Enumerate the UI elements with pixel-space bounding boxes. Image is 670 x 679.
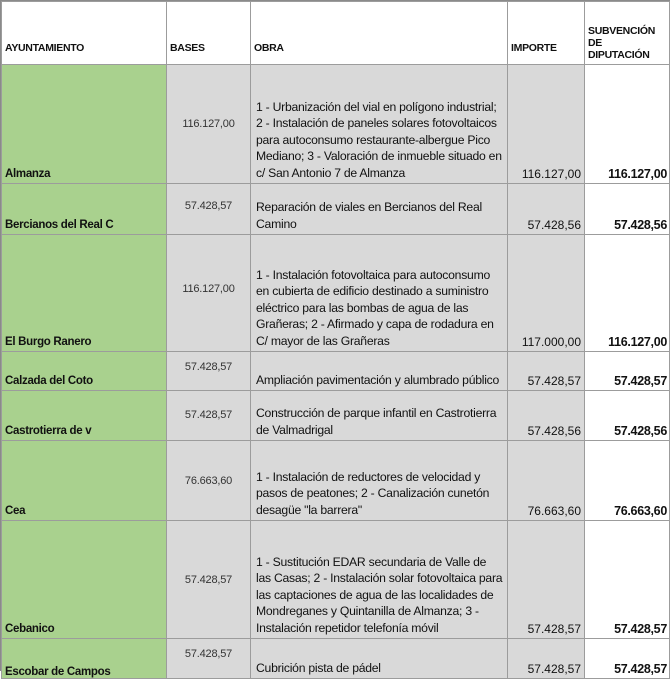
cell-subvencion[interactable]: 57.428,57 [585, 352, 670, 391]
cell-importe[interactable]: 57.428,57 [508, 352, 585, 391]
table-row [2, 441, 670, 521]
cell-bases[interactable]: 57.428,57 [167, 391, 251, 441]
subsidy-table [1, 1, 670, 679]
cell-obra[interactable]: Ampliación pavimentación y alumbrado público [251, 352, 508, 391]
cell-importe[interactable]: 57.428,57 [508, 639, 585, 679]
table-row [2, 639, 670, 679]
cell-bases[interactable]: 116.127,00 [167, 235, 251, 352]
cell-subvencion[interactable]: 116.127,00 [585, 235, 670, 352]
cell-subvencion[interactable]: 57.428,57 [585, 521, 670, 639]
cell-ayuntamiento[interactable]: Cebanico [2, 521, 167, 639]
header-row [2, 2, 670, 65]
header-importe[interactable]: IMPORTE [508, 2, 585, 65]
cell-ayuntamiento[interactable]: El Burgo Ranero [2, 235, 167, 352]
cell-subvencion[interactable]: 57.428,57 [585, 639, 670, 679]
header-ayuntamiento[interactable]: AYUNTAMIENTO [2, 2, 167, 65]
cell-ayuntamiento[interactable]: Cea [2, 441, 167, 521]
cell-subvencion[interactable]: 57.428,56 [585, 184, 670, 235]
cell-obra[interactable]: 1 - Sustitución EDAR secundaria de Valle de las Casas; 2 - Instalación solar fotovoltaica para las captaciones de agua de las localidades de Mondreganes y Quintanilla de Almanza; 3 - Instalación repetidor telefonía móvil [251, 521, 508, 639]
cell-obra[interactable]: Cubrición pista de pádel [251, 639, 508, 679]
header-subvencion[interactable]: SUBVENCIÓN DE DIPUTACIÓN [585, 2, 670, 65]
cell-bases[interactable]: 116.127,00 [167, 65, 251, 184]
cell-obra[interactable]: Reparación de viales en Bercianos del Real Camino [251, 184, 508, 235]
cell-ayuntamiento[interactable]: Bercianos del Real C [2, 184, 167, 235]
table-row [2, 352, 670, 391]
cell-obra[interactable]: 1 - Urbanización del vial en polígono industrial; 2 - Instalación de paneles solares fotovoltaicos para autoconsumo restaurante-albergue Pico Mediano; 3 - Valoración de inmueble situado en c/ San Antonio 7 de Almanza [251, 65, 508, 184]
cell-importe[interactable]: 76.663,60 [508, 441, 585, 521]
cell-importe[interactable]: 117.000,00 [508, 235, 585, 352]
cell-importe[interactable]: 57.428,56 [508, 184, 585, 235]
table-row [2, 235, 670, 352]
cell-bases[interactable]: 57.428,57 [167, 184, 251, 235]
cell-importe[interactable]: 116.127,00 [508, 65, 585, 184]
cell-importe[interactable]: 57.428,56 [508, 391, 585, 441]
table-row [2, 521, 670, 639]
cell-ayuntamiento[interactable]: Calzada del Coto [2, 352, 167, 391]
cell-bases[interactable]: 57.428,57 [167, 639, 251, 679]
table-row [2, 184, 670, 235]
cell-subvencion[interactable]: 76.663,60 [585, 441, 670, 521]
cell-ayuntamiento[interactable]: Escobar de Campos [2, 639, 167, 679]
header-obra[interactable]: OBRA [251, 2, 508, 65]
cell-importe[interactable]: 57.428,57 [508, 521, 585, 639]
table-row [2, 391, 670, 441]
cell-obra[interactable]: 1 - Instalación de reductores de velocidad y pasos de peatones; 2 - Canalización cunetón desagüe "la barrera" [251, 441, 508, 521]
cell-obra[interactable]: Construcción de parque infantil en Castrotierra de Valmadrigal [251, 391, 508, 441]
table-row [2, 65, 670, 184]
cell-ayuntamiento[interactable]: Castrotierra de v [2, 391, 167, 441]
cell-subvencion[interactable]: 116.127,00 [585, 65, 670, 184]
cell-bases[interactable]: 57.428,57 [167, 352, 251, 391]
header-bases[interactable]: BASES [167, 2, 251, 65]
cell-ayuntamiento[interactable]: Almanza [2, 65, 167, 184]
cell-subvencion[interactable]: 57.428,56 [585, 391, 670, 441]
cell-bases[interactable]: 57.428,57 [167, 521, 251, 639]
cell-obra[interactable]: 1 - Instalación fotovoltaica para autoconsumo en cubierta de edificio destinado a suministro eléctrico para las bombas de agua de las Grañeras; 2 - Afirmado y capa de rodadura en C/ mayor de las Grañeras [251, 235, 508, 352]
cell-bases[interactable]: 76.663,60 [167, 441, 251, 521]
